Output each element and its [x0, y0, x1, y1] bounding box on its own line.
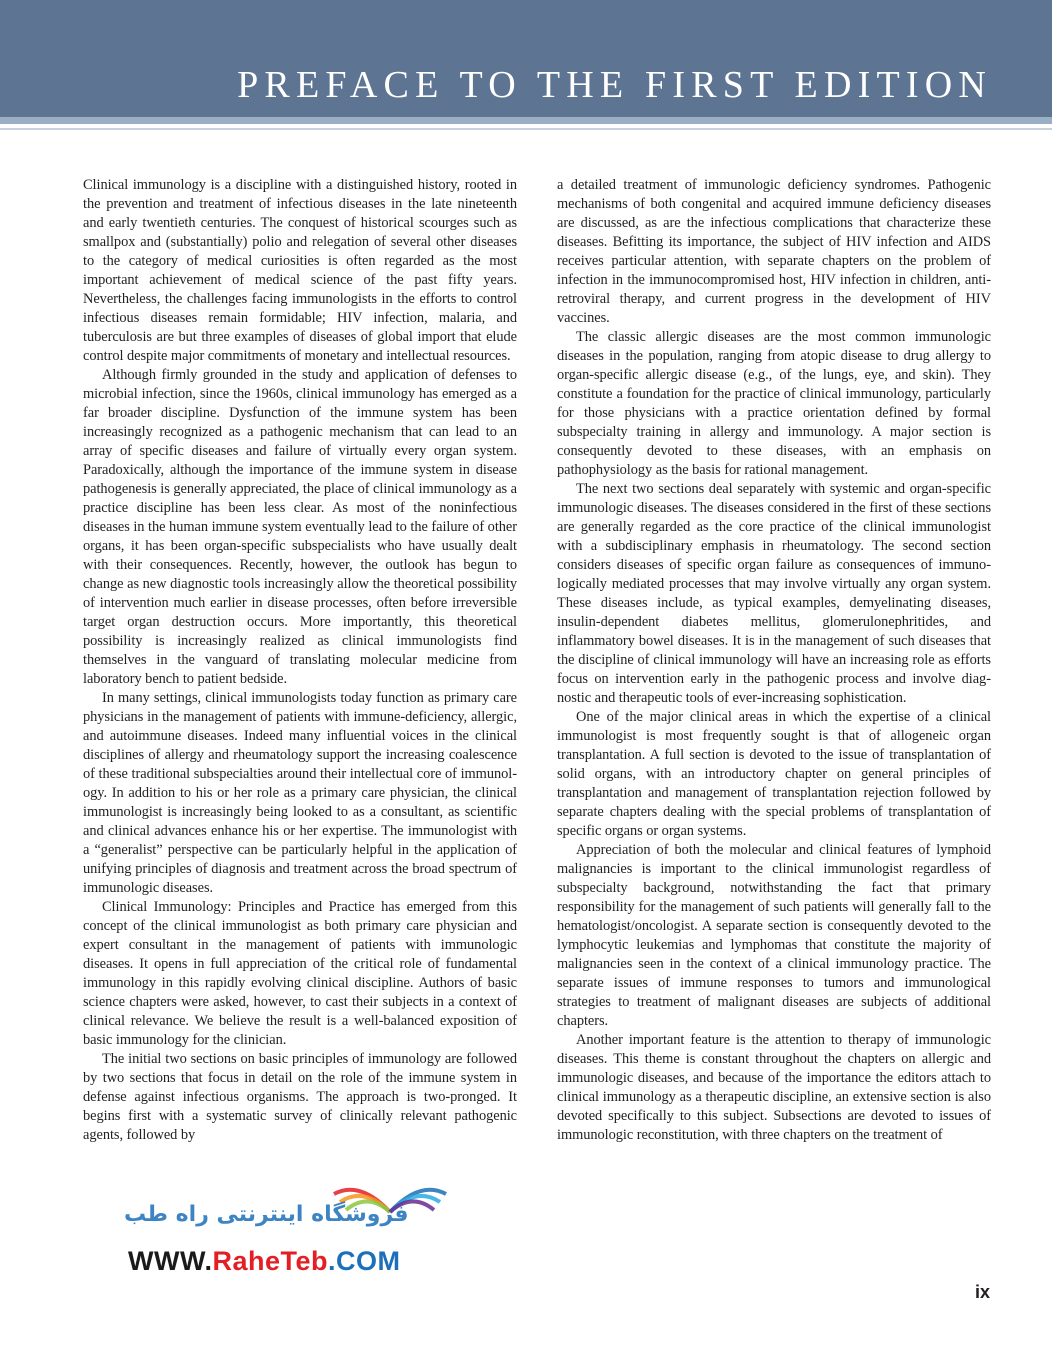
paragraph: The initial two sections on basic principles of immunology are followed by two sections that focus in detail on the role of the immune system in defense against infectious organisms. The approach is two-pronged. It begins first with a systematic survey of clinically relevant pathogenic agents, followed by	[83, 1051, 517, 1143]
watermark	[94, 1172, 454, 1290]
watermark-arabic-text: فروشگاه اینترنتی راه طب	[124, 1202, 409, 1227]
paragraph: One of the major clinical areas in which the expertise of a clinical immunologist is most frequently sought is that of allogeneic organ transplantation. A full section is devoted to the issue of transplantation of solid organs, with an introductory chapter on general principles of transplantation and management of transplantation rejection followed by separate chapters dealing with the special problems of transplantation of specific organs or organ systems.	[557, 709, 991, 839]
right-column	[557, 176, 991, 1145]
paragraph: Appreciation of both the molecular and clinical features of lymphoid malignancies is important to the clinical immunologist regardless of subspecialty background, notwithstanding the fact that primary responsibility for the management of such patients will generally fall to the hematologist/oncologist. A separate section is consequently devoted to the lymphocytic leukemias and lymphomas that constitute the majority of malignancies seen in the context of a clinical immunology practice. The separate issues of immune responses to tumors and immunological strategies to treatment of malignant diseases are subjects of additional chapters.	[557, 842, 991, 1029]
paragraph: a detailed treatment of immunologic deficiency syndromes. Pathogenic mechanisms of both congenital and acquired immune deficiency diseases are discussed, as are the infectious complications that characterize these diseases. Befitting its importance, the subject of HIV infection and AIDS receives particular attention, with separate chapters on the problem of infection in the immunocompromised host, HIV infection in children, anti-retroviral therapy, and current progress in the development of HIV vaccines.	[557, 177, 991, 326]
watermark-url-prefix: WWW.	[128, 1246, 213, 1276]
left-column	[83, 176, 517, 1145]
page-title: PREFACE TO THE FIRST EDITION	[237, 64, 992, 106]
header-divider-thin	[0, 128, 1052, 130]
paragraph: Clinical immunology is a discipline with a distinguished history, rooted in the prevention and treatment of infectious diseases in the late nineteenth and early twentieth centuries. The conquest of historical scourges such as smallpox and (substantially) polio and relegation of several other diseases to the category of medical curiosities is often regarded as the most important achievement of medical science of the past fifty years. Nevertheless, the challenges facing immunologists in the efforts to control infectious diseases remain formidable; HIV infection, malaria, and tuberculosis are but three examples of diseases of global import that elude control despite major commitments of monetary and intellectual resources.	[83, 177, 517, 364]
paragraph: Although firmly grounded in the study and application of defenses to microbial infection, since the 1960s, clinical immunology has emerged as a far broader discipline. Dysfunction of the immune system has been increasingly recognized as a pathogenic mechanism that can lead to an array of specific diseases and failure of virtually every organ system. Paradoxically, although the importance of the immune system in disease pathogenesis is generally appreciated, the place of clinical immunology as a practice discipline has been less clear. As most of the noninfectious diseases in the human immune system eventually lead to the failure of other organs, it has been organ-specific subspecialists who have usually dealt with their consequences. Recently, however, the outlook has begun to change as new diagnostic tools increasingly allow the theoretical possibility of intervention much earlier in disease processes, often before irreversible target organ destruction occurs. More importantly, this theoretical possibility is increasingly realized as clinical immunologists find themselves in the vanguard of translating molecular medicine from laboratory bench to patient bedside.	[83, 367, 517, 687]
header-band	[0, 0, 1052, 117]
page-number: ix	[974, 1282, 990, 1302]
paragraph: The next two sections deal separately with systemic and organ-specific immunologic diseases. The diseases considered in the first of these sections are generally regarded as the core practice of the clinical immunologist with a subdisciplinary emphasis in rheumatology. The second section considers diseases of specific organ failure as consequences of immunologically mediated processes that may involve virtually any organ system. These diseases include, as typical examples, demyelinating diseases, insulin-dependent diabetes mellitus, glomerulonephritides, and inflammatory bowel diseases. It is in the management of such diseases that the discipline of clinical immunology will have an increasing role as efforts focus on intervention early in the pathogenic process and involve diagnostic and therapeutic tools of ever-increasing sophistication.	[557, 481, 991, 706]
paragraph: In many settings, clinical immunologists today function as primary care physicians in the management of patients with immune-deficiency, allergic, and autoimmune diseases. Indeed many influential voices in the clinical disciplines of allergy and rheumatology support the increasing coalescence of these traditional subspecialties around their intellectual core of immunology. In addition to his or her role as a primary care physician, the clinical immunologist is increasingly being looked to as a consultant, as scientific and clinical advances enhance his or her expertise. The immunologist with a “generalist” perspective can be particularly helpful in the application of unifying principles of diagnosis and treatment across the broad spectrum of immunologic diseases.	[83, 690, 517, 896]
paragraph: Another important feature is the attention to therapy of immunologic diseases. This theme is constant throughout the chapters on allergic and immunologic diseases, and because of the importance the editors attach to clinical immunology as a therapeutic discipline, an extensive section is also devoted specifically to this subject. Subsections are devoted to issues of immunologic reconstitution, with three chapters on the treatment of	[557, 1032, 991, 1143]
header-divider	[0, 117, 1052, 124]
watermark-url-brand: RaheTeb	[212, 1246, 328, 1276]
paragraph: The classic allergic diseases are the most common immunologic diseases in the population, ranging from atopic disease to drug allergy to organ-specific allergic disease (e.g., of the lungs, eye, and skin). They constitute a foundation for the practice of clinical immunology, particularly for those physicians with a practice orientation defined by formal subspecialty training in allergy and immunology. A major section is consequently devoted to these diseases, with an emphasis on pathophysiology as the basis for rational management.	[557, 329, 991, 478]
watermark-url-suffix: .COM	[328, 1246, 401, 1276]
watermark-url	[128, 1246, 401, 1277]
paragraph: Clinical Immunology: Principles and Practice has emerged from this concept of the clinical immunologist as both primary care physician and expert consultant in the management of patients with immunologic diseases. It opens in full appreciation of the critical role of fundamental immunology in this rapidly evolving clinical discipline. Authors of basic science chapters were asked, however, to cast their subjects in a context of clinical relevance. We believe the result is a well-balanced exposition of basic immunology for the clinician.	[83, 899, 517, 1048]
